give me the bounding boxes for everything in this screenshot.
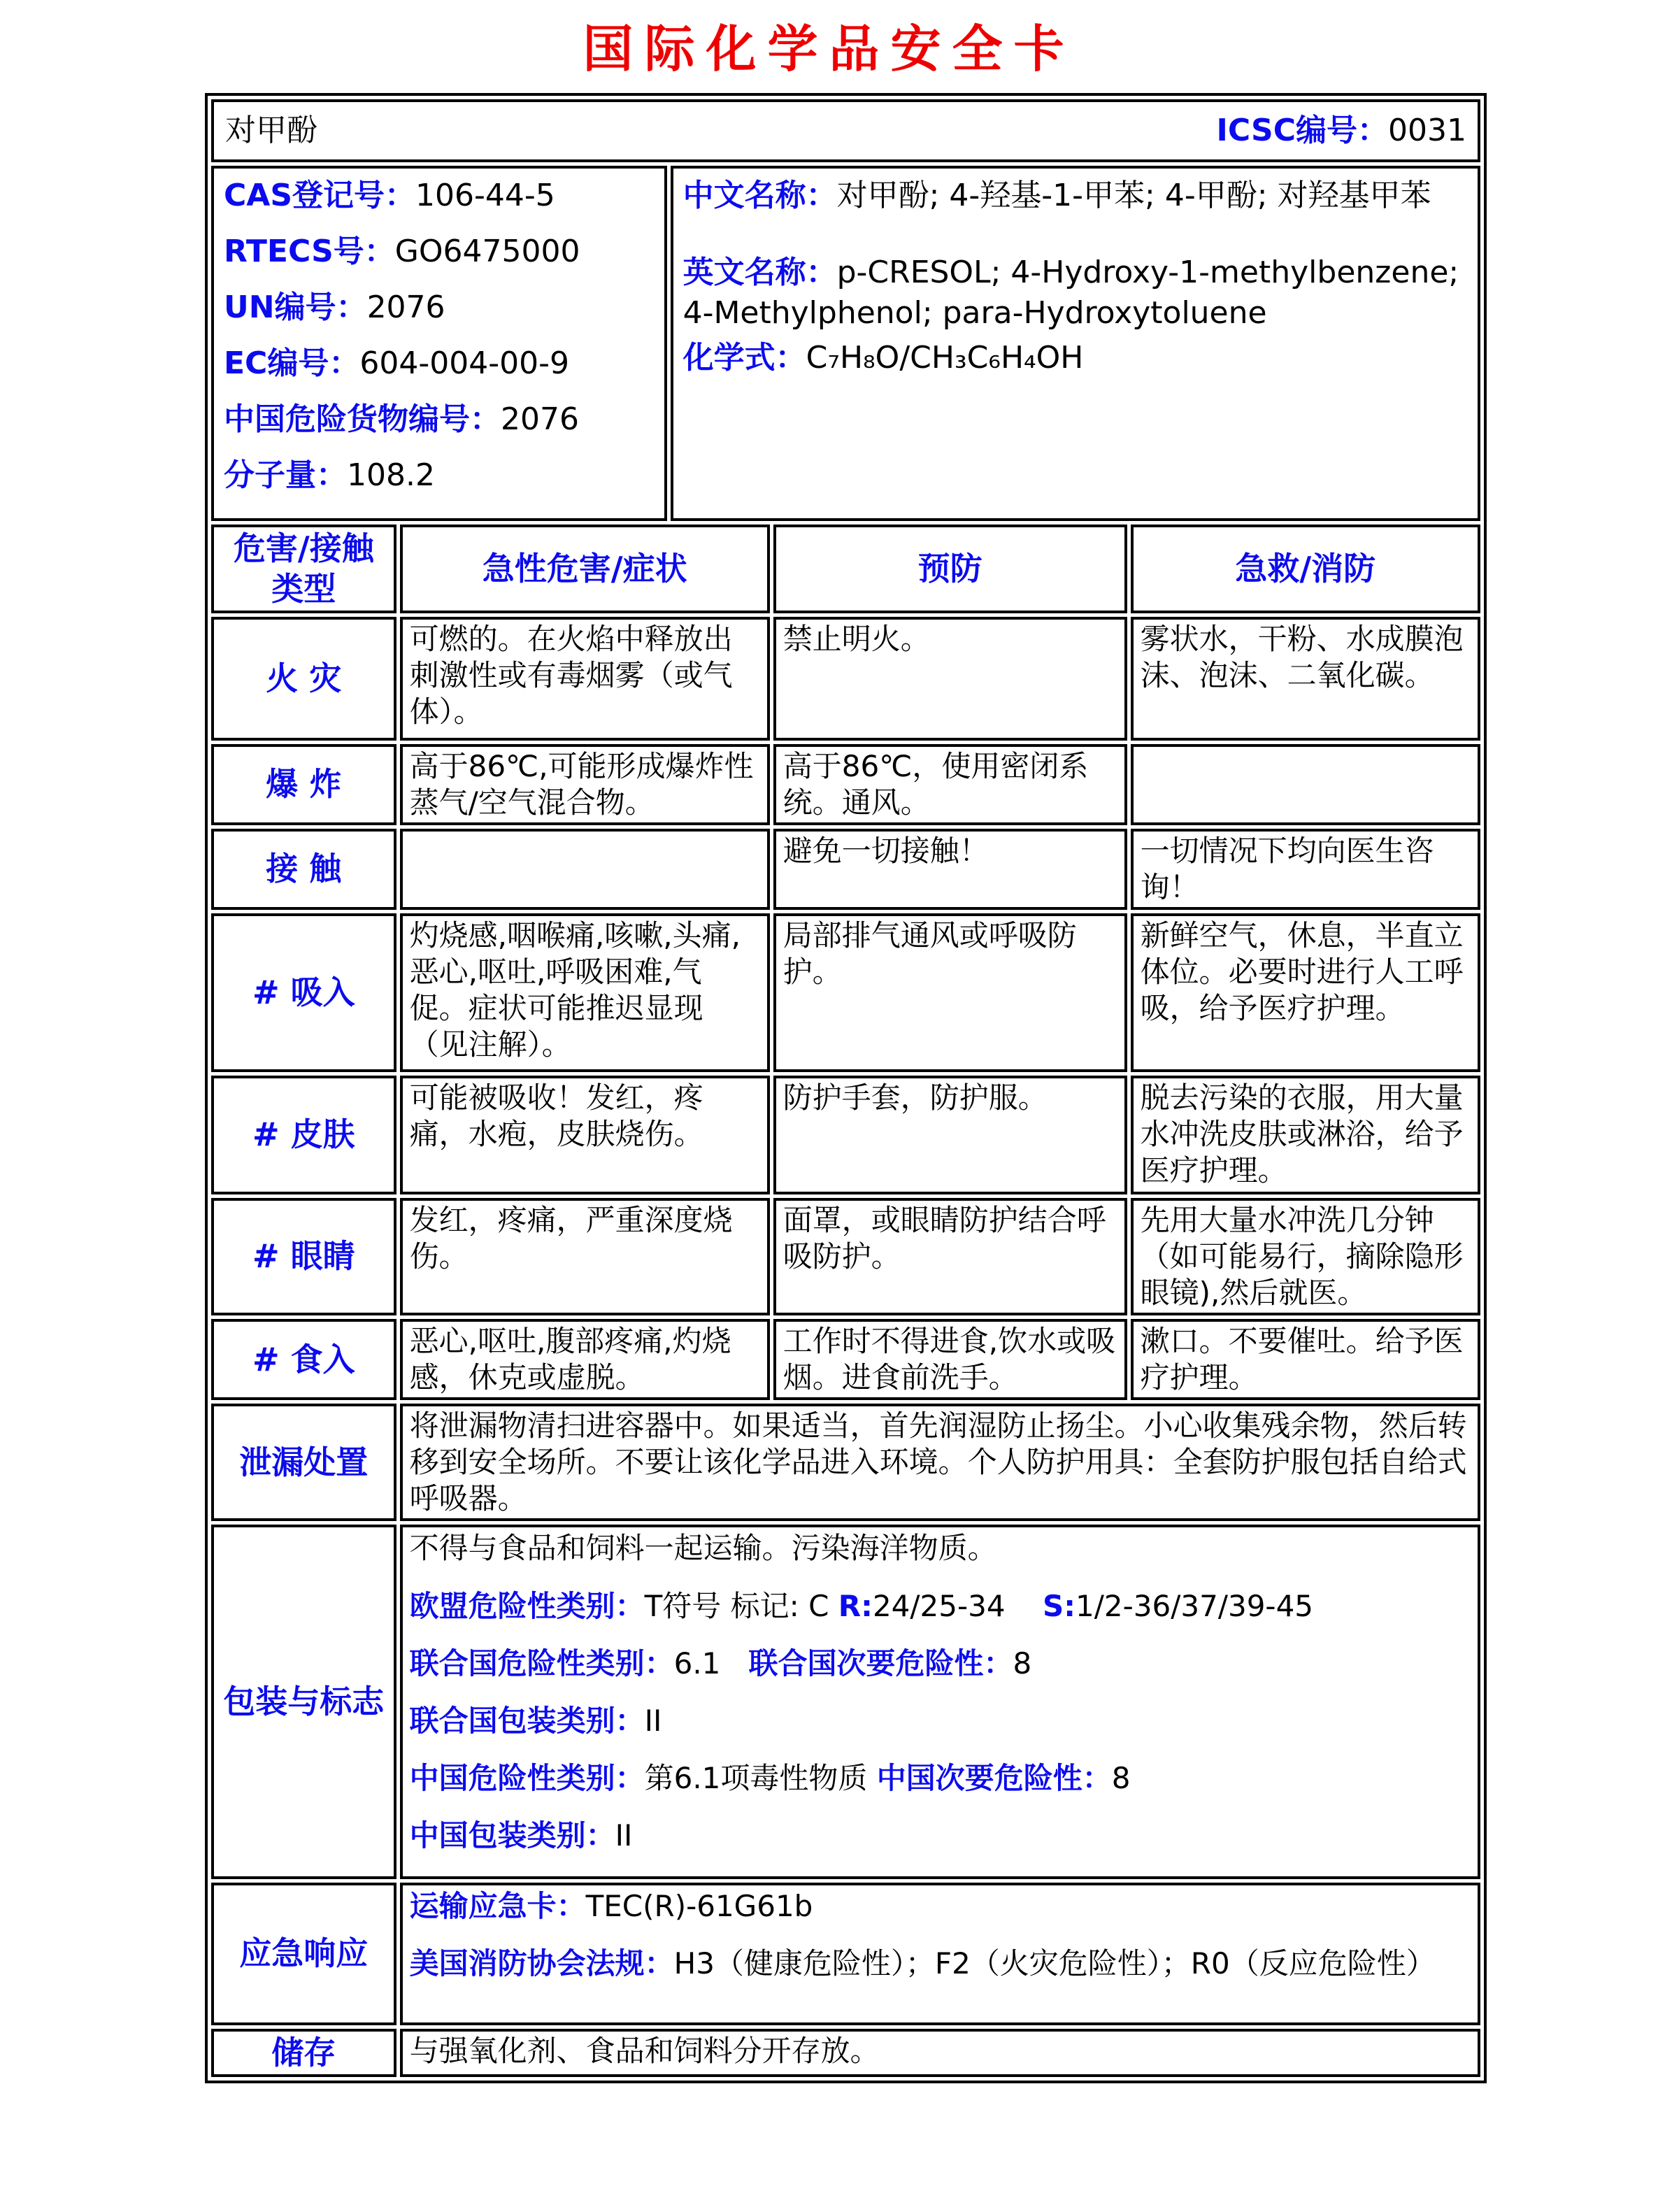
un-number-line [224, 287, 655, 328]
emergency-response-content [400, 1883, 1480, 2025]
identifiers-cell [211, 166, 667, 521]
molecular-weight-label: 分子量： [224, 457, 347, 494]
inhalation-action: 新鲜空气，休息，半直立体位。必要时进行人工呼吸，给予医疗护理。 [1131, 913, 1480, 1072]
ec-label: EC编号： [224, 345, 360, 382]
fire-action: 雾状水，干粉、水成膜泡沫、泡沫、二氧化碳。 [1131, 617, 1480, 741]
china-dg-label: 中国危险货物编号： [224, 401, 501, 438]
safety-card [205, 93, 1487, 2083]
cas-value: 106-44-5 [415, 178, 555, 213]
inhalation-symptom: 灼烧感,咽喉痛,咳嗽,头痛,恶心,呕吐,呼吸困难,气促。症状可能推迟显现（见注解）。 [400, 913, 770, 1072]
english-name-label: 英文名称： [683, 255, 837, 291]
col-header-first-aid: 急救/消防 [1131, 525, 1480, 613]
ingestion-prevention: 工作时不得进食,饮水或吸烟。进食前洗手。 [773, 1319, 1127, 1400]
english-name-value: p-CRESOL; 4-Hydroxy-1-methylbenzene; 4-Methylphenol; para-Hydroxytoluene [683, 255, 1459, 331]
china-dg-value: 2076 [501, 401, 579, 438]
col-header-prevention: 预防 [773, 525, 1127, 613]
table-row-fire [211, 617, 1480, 741]
ingestion-action: 漱口。不要催吐。给予医疗护理。 [1131, 1319, 1480, 1400]
skin-prevention: 防护手套，防护服。 [773, 1076, 1127, 1194]
china-packing-group-line: 中国包装类别：II [409, 1818, 633, 1853]
spill-disposal-text: 将泄漏物清扫进容器中。如果适当，首先润湿防止扬尘。小心收集残余物，然后转移到安全场所。不要让该化学品进入环境。个人防护用具：全套防护服包括自给式呼吸器。 [400, 1404, 1480, 1521]
col-header-symptoms: 急性危害/症状 [400, 525, 770, 613]
col-header-hazard-type: 危害/接触类型 [211, 525, 396, 613]
china-dg-number-line [224, 399, 655, 440]
un-label: UN编号： [224, 290, 367, 326]
molecular-weight-line [224, 455, 655, 496]
row-label-packaging-labelling: 包装与标志 [211, 1525, 396, 1878]
row-label-spill-disposal: 泄漏处置 [211, 1404, 396, 1521]
table-row-contact [211, 829, 1480, 910]
cas-number-line [224, 176, 655, 216]
row-label-explosion: 爆 炸 [211, 744, 396, 825]
table-row-packaging-labelling [211, 1525, 1480, 1878]
formula-value: C₇H₈O/CH₃C₆H₄OH [806, 340, 1084, 376]
eu-hazard-class-line: 欧盟危险性类别：T符号 标记: C R:24/25-34 S:1/2-36/37/39-45 [409, 1588, 1314, 1623]
ingestion-symptom: 恶心,呕吐,腹部疼痛,灼烧感，休克或虚脱。 [400, 1319, 770, 1400]
rtecs-number-line [224, 231, 655, 272]
table-row-eyes [211, 1198, 1480, 1315]
table-row-emergency-response [211, 1883, 1480, 2025]
contact-prevention: 避免一切接触！ [773, 829, 1127, 910]
chinese-name-label: 中文名称： [683, 178, 837, 213]
eyes-action: 先用大量水冲洗几分钟（如可能易行，摘除隐形眼镜),然后就医。 [1131, 1198, 1480, 1315]
row-label-emergency-response: 应急响应 [211, 1883, 396, 2025]
un-value: 2076 [366, 290, 445, 326]
un-hazard-class-line: 联合国危险性类别：6.1 联合国次要危险性：8 [409, 1646, 1032, 1681]
table-row-spill-disposal [211, 1404, 1480, 1521]
row-label-inhalation: # 吸入 [211, 913, 396, 1072]
table-row-ingestion [211, 1319, 1480, 1400]
names-cell [671, 166, 1480, 521]
icsc-value: 0031 [1388, 112, 1466, 148]
un-packing-group-line: 联合国包装类别：II [409, 1703, 662, 1738]
ec-number-line [224, 343, 655, 384]
rtecs-value: GO6475000 [394, 234, 580, 270]
formula-label: 化学式： [683, 340, 806, 376]
icsc-label: ICSC编号： [1216, 112, 1389, 148]
row-label-contact: 接 触 [211, 829, 396, 910]
table-row-explosion [211, 744, 1480, 825]
inhalation-prevention: 局部排气通风或呼吸防护。 [773, 913, 1127, 1072]
eyes-symptom: 发红，疼痛，严重深度烧伤。 [400, 1198, 770, 1315]
storage-text: 与强氧化剂、食品和饲料分开存放。 [400, 2029, 1480, 2077]
contact-symptom [400, 829, 770, 910]
substance-name: 对甲酚 [225, 112, 317, 148]
hazard-table [208, 521, 1484, 2081]
explosion-symptom: 高于86℃,可能形成爆炸性蒸气/空气混合物。 [400, 744, 770, 825]
chinese-name-value: 对甲酚; 4-羟基-1-甲苯; 4-甲酚; 对羟基甲苯 [836, 178, 1431, 213]
formula-block [683, 338, 1468, 378]
skin-action: 脱去污染的衣服，用大量水冲洗皮肤或淋浴，给予医疗护理。 [1131, 1076, 1480, 1194]
eyes-prevention: 面罩，或眼睛防护结合呼吸防护。 [773, 1198, 1127, 1315]
card-header-row [211, 99, 1480, 162]
rtecs-label: RTECS号： [224, 234, 395, 270]
skin-symptom: 可能被吸收！发红，疼痛，水疱，皮肤烧伤。 [400, 1076, 770, 1194]
hazard-header-row [211, 525, 1480, 613]
table-row-inhalation [211, 913, 1480, 1072]
contact-action: 一切情况下均向医生咨询！ [1131, 829, 1480, 910]
icsc-number [1217, 112, 1466, 150]
chinese-name-block [683, 176, 1468, 216]
row-label-fire: 火 灾 [211, 617, 396, 741]
identity-table [208, 96, 1484, 525]
transport-emergency-card-line: 运输应急卡：TEC(R)-61G61b [409, 1888, 813, 1923]
page-title: 国际化学品安全卡 [583, 20, 1075, 78]
english-name-block [683, 252, 1468, 334]
table-row-skin [211, 1076, 1480, 1194]
identity-row [211, 166, 1480, 521]
fire-symptom: 可燃的。在火焰中释放出刺激性或有毒烟雾（或气体）。 [400, 617, 770, 741]
packaging-transport-note: 不得与食品和饲料一起运输。污染海洋物质。 [409, 1531, 997, 1566]
molecular-weight-value: 108.2 [347, 457, 435, 494]
packaging-labelling-content [400, 1525, 1480, 1878]
row-label-eyes: # 眼睛 [211, 1198, 396, 1315]
fire-prevention: 禁止明火。 [773, 617, 1127, 741]
card-header-cell [211, 99, 1480, 162]
explosion-action [1131, 744, 1480, 825]
cas-label: CAS登记号： [224, 178, 416, 213]
nfpa-code-line: 美国消防协会法规：H3（健康危险性）；F2（火灾危险性）；R0（反应危险性） [409, 1946, 1436, 1981]
table-row-storage [211, 2029, 1480, 2077]
row-label-storage: 储存 [211, 2029, 396, 2077]
explosion-prevention: 高于86℃，使用密闭系统。通风。 [773, 744, 1127, 825]
row-label-skin: # 皮肤 [211, 1076, 396, 1194]
ec-value: 604-004-00-9 [359, 345, 569, 382]
china-hazard-class-line: 中国危险性类别：第6.1项毒性物质 中国次要危险性：8 [409, 1760, 1131, 1795]
row-label-ingestion: # 食入 [211, 1319, 396, 1400]
